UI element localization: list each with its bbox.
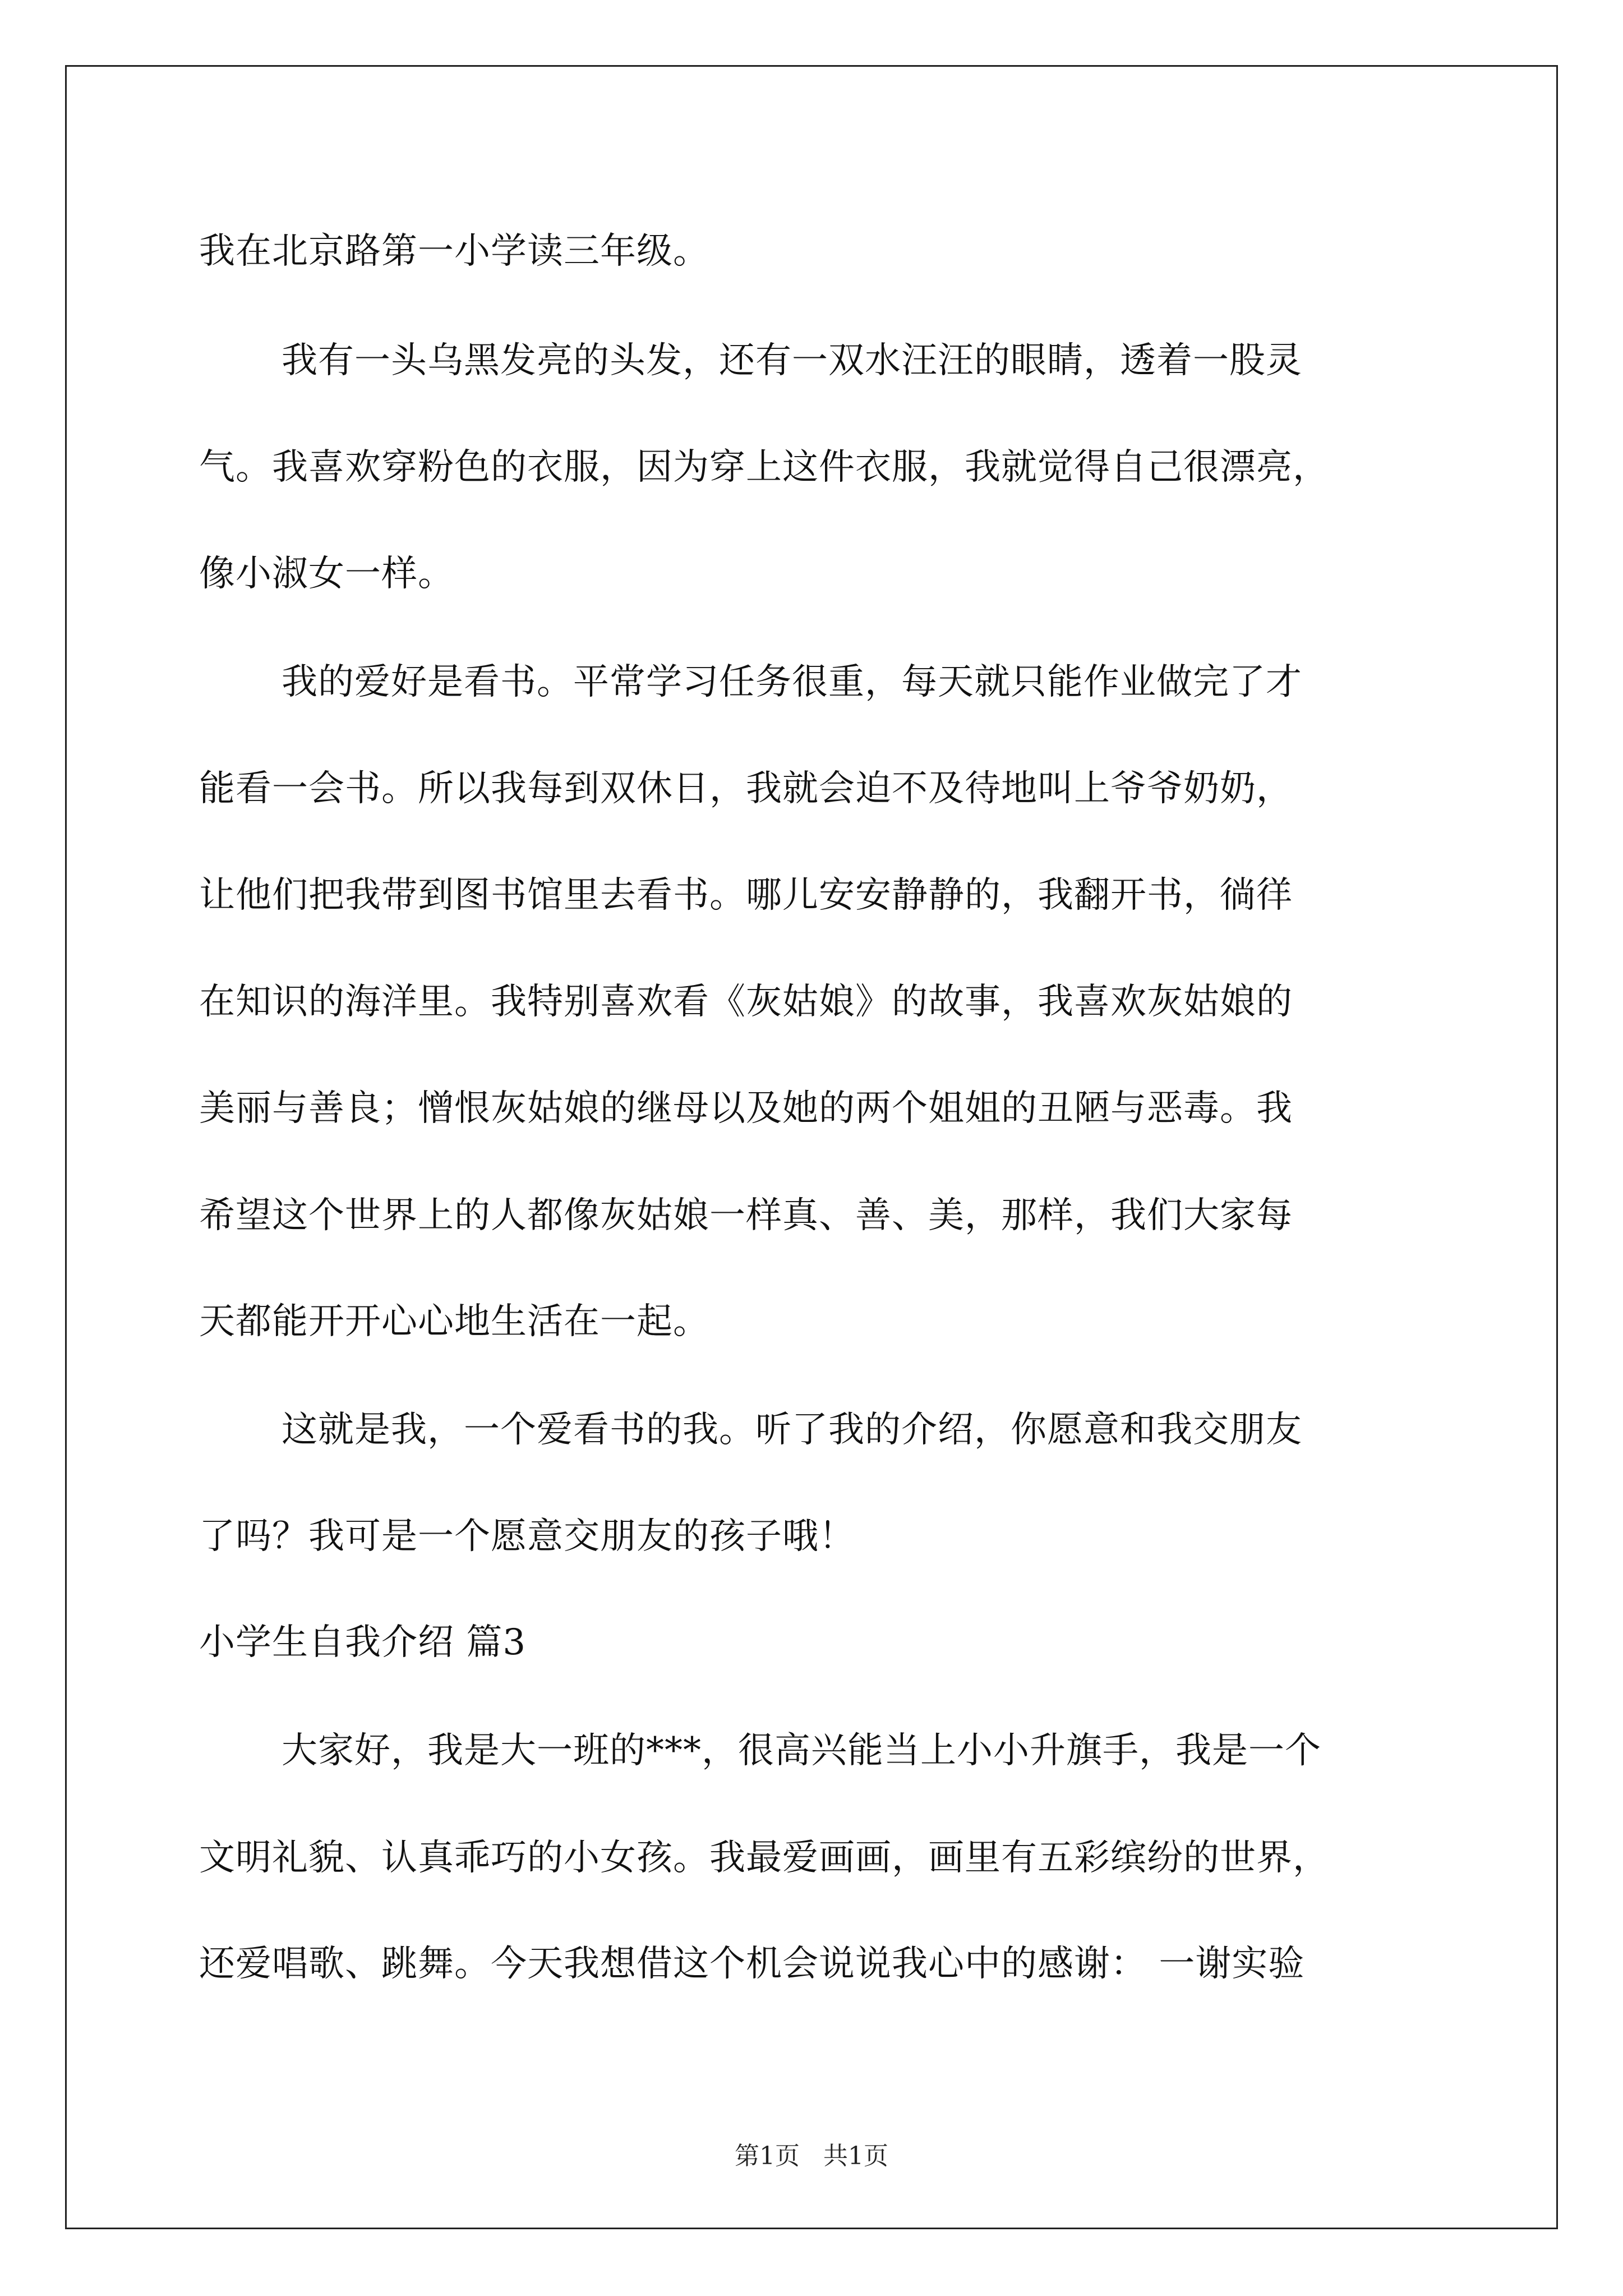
text-line: 让他们把我带到图书馆里去看书。哪儿安安静静的，我翻开书，徜徉: [199, 875, 1293, 916]
page-number-footer: 第1页 共1页: [735, 2142, 888, 2170]
text-line: 美丽与善良；憎恨灰姑娘的继母以及她的两个姐姐的丑陋与恶毒。我: [199, 1088, 1293, 1129]
text-line: 大家好，我是大一班的***，很高兴能当上小小升旗手，我是一个: [282, 1730, 1321, 1772]
page-border: [65, 65, 1558, 2229]
section-heading: 小学生自我介绍 篇3: [199, 1622, 527, 1663]
text-line: 能看一会书。所以我每到双休日，我就会迫不及待地叫上爷爷奶奶，: [199, 768, 1293, 809]
text-line: 我的爱好是看书。平常学习任务很重，每天就只能作业做完了才: [282, 661, 1302, 703]
text-line: 我在北京路第一小学读三年级。: [199, 231, 709, 272]
text-line: 希望这个世界上的人都像灰姑娘一样真、善、美，那样，我们大家每: [199, 1195, 1293, 1236]
text-line: 了吗？我可是一个愿意交朋友的孩子哦！: [199, 1516, 855, 1557]
text-line: 我有一头乌黑发亮的头发，还有一双水汪汪的眼睛，透着一股灵: [282, 340, 1302, 381]
text-line: 文明礼貌、认真乖巧的小女孩。我最爱画画，画里有五彩缤纷的世界，: [199, 1837, 1329, 1879]
text-line: 气。我喜欢穿粉色的衣服，因为穿上这件衣服，我就觉得自己很漂亮，: [199, 447, 1329, 488]
text-line: 天都能开开心心地生活在一起。: [199, 1301, 709, 1342]
text-line: 像小淑女一样。: [199, 553, 454, 595]
text-line: 这就是我，一个爱看书的我。听了我的介绍，你愿意和我交朋友: [282, 1409, 1302, 1451]
text-line: 还爱唱歌、跳舞。今天我想借这个机会说说我心中的感谢： 一谢实验: [199, 1943, 1305, 1985]
text-line: 在知识的海洋里。我特别喜欢看《灰姑娘》的故事，我喜欢灰姑娘的: [199, 981, 1293, 1023]
